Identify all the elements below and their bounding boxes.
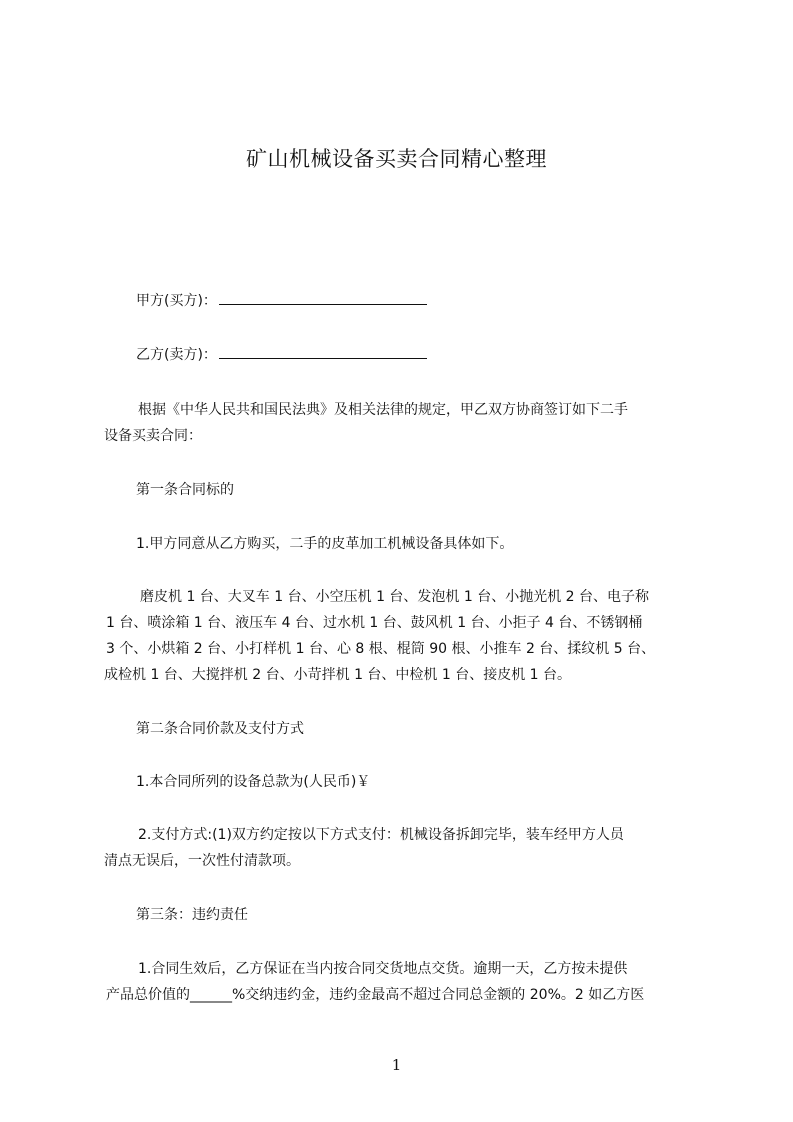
- equipment-line-1: 磨皮机 1 台、大叉车 1 台、小空压机 1 台、发泡机 1 台、小抛光机 2 台、电子称: [140, 589, 650, 605]
- article-2-heading: 第二条合同价款及支付方式: [136, 721, 304, 737]
- preamble-line-2: 设备买卖合同：: [104, 428, 202, 444]
- page-title: 矿山机械设备买卖合同精心整理: [246, 147, 547, 171]
- article-2-item-1: 1.本合同所列的设备总款为(人民币)￥: [136, 774, 371, 790]
- party-a-label: 甲方(买方)：: [136, 293, 217, 309]
- equipment-line-2: 1 台、喷涂箱 1 台、液压车 4 台、过水机 1 台、鼓风机 1 台、小拒子 4 台、不锈钢桶: [106, 615, 643, 631]
- equipment-line-3: 3 个、小烘箱 2 台、小打样机 1 台、心 8 根、棍筒 90 根、小推车 2 台、揉纹机 5 台、: [106, 641, 656, 657]
- article-1-heading: 第一条合同标的: [136, 482, 234, 498]
- preamble-line-1: 根据《中华人民共和国民法典》及相关法律的规定，甲乙双方协商签订如下二手: [138, 402, 628, 418]
- party-b-blank[interactable]: [219, 343, 427, 359]
- article-2-item-2-line-1: 2.支付方式:(1)双方约定按以下方式支付：机械设备拆卸完毕，装车经甲方人员: [138, 827, 624, 843]
- article-1-item-1: 1.甲方同意从乙方购买，二手的皮革加工机械设备具体如下。: [136, 536, 514, 552]
- party-b-label: 乙方(卖方)：: [136, 347, 217, 363]
- article-3-item-1-line-1: 1.合同生效后，乙方保证在当内按合同交货地点交货。逾期一天，乙方按未提供: [138, 961, 628, 977]
- equipment-line-4: 成检机 1 台、大搅拌机 2 台、小苛拌机 1 台、中检机 1 台、接皮机 1 台。: [104, 667, 572, 683]
- party-a-blank[interactable]: [219, 289, 427, 305]
- party-a-line: [136, 288, 742, 314]
- page-number: 1: [391, 1056, 402, 1074]
- article-3-heading: 第三条：违约责任: [136, 907, 248, 923]
- article-3-item-1-line-2: 产品总价值的______%交纳违约金，违约金最高不超过合同总金额的 20%。2 如乙方医: [106, 987, 645, 1003]
- party-b-line: [136, 342, 742, 368]
- article-2-item-2-line-2: 清点无误后，一次性付清款项。: [104, 853, 300, 869]
